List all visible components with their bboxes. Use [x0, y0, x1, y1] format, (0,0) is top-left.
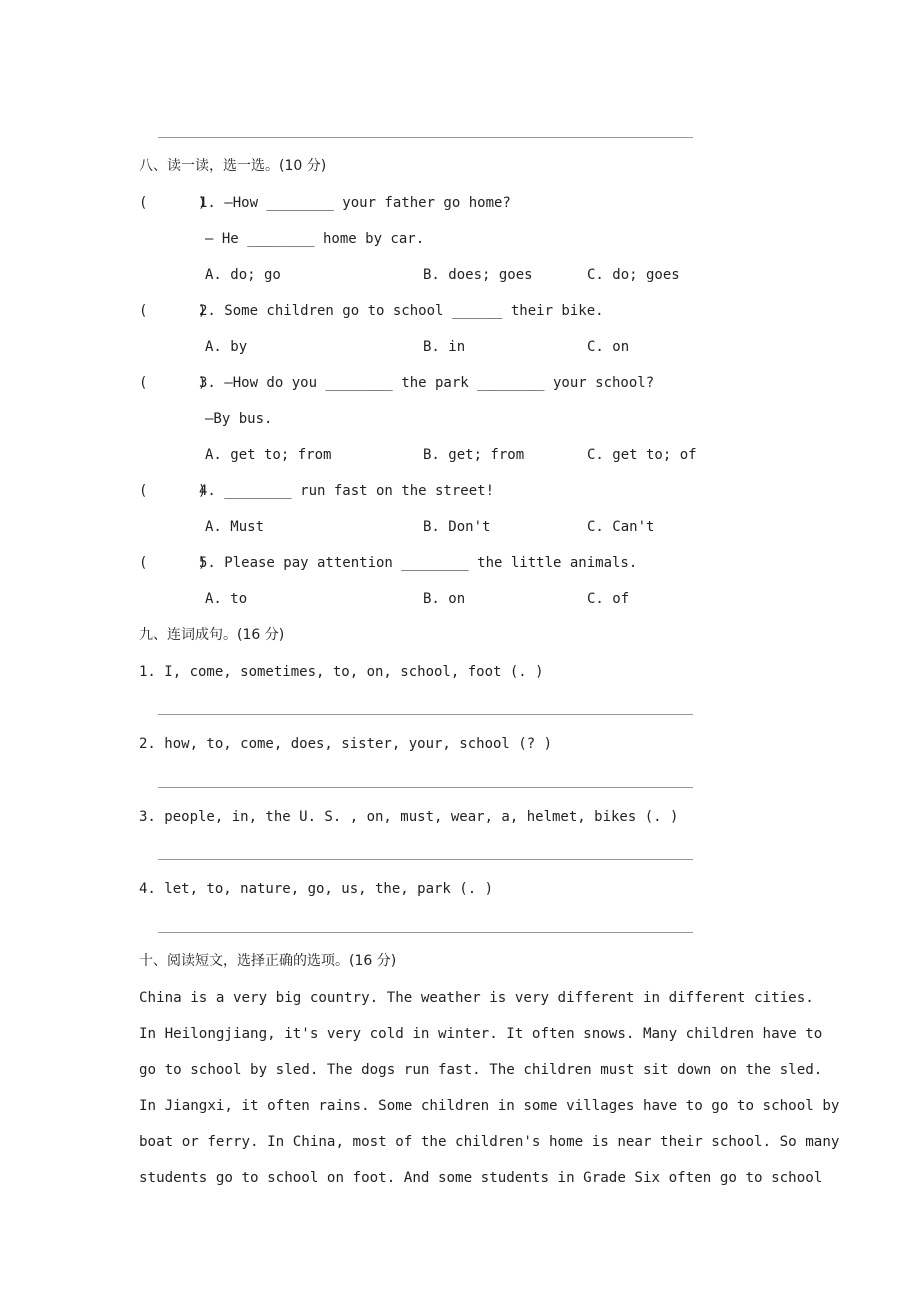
q4-option-b[interactable]: B. Don't — [423, 519, 491, 535]
q1-option-a[interactable]: A. do; go — [205, 267, 281, 283]
q2-stem: 2. Some children go to school ______ their bike. — [199, 303, 604, 319]
q5-option-b[interactable]: B. on — [423, 591, 466, 607]
q3-paren[interactable]: ( ) — [139, 375, 207, 391]
q1-sub: — He ________ home by car. — [205, 231, 425, 247]
reorder-item-3: 3. people, in, the U. S. , on, must, wear, a, helmet, bikes (. ) — [139, 809, 679, 825]
q5-paren[interactable]: ( ) — [139, 555, 207, 571]
q1-option-c[interactable]: C. do; goes — [587, 267, 680, 283]
section-8-title: 八、读一读，选一选。(10 分) — [139, 158, 327, 174]
passage-line: In Heilongjiang, it's very cold in winter. It often snows. Many children have to — [139, 1026, 823, 1042]
reorder-item-4: 4. let, to, nature, go, us, the, park (. ) — [139, 881, 494, 897]
section-10-title: 十、阅读短文，选择正确的选项。(16 分) — [139, 953, 397, 969]
answer-line-2[interactable] — [158, 787, 693, 788]
q5-stem: 5. Please pay attention ________ the little animals. — [199, 555, 638, 571]
passage-line: boat or ferry. In China, most of the children's home is near their school. So many — [139, 1134, 840, 1150]
q4-option-a[interactable]: A. Must — [205, 519, 265, 535]
passage-line: go to school by sled. The dogs run fast. The children must sit down on the sled. — [139, 1062, 823, 1078]
reorder-item-2: 2. how, to, come, does, sister, your, school (? ) — [139, 736, 553, 752]
q2-paren[interactable]: ( ) — [139, 303, 207, 319]
answer-line-1[interactable] — [158, 714, 693, 715]
q4-paren[interactable]: ( ) — [139, 483, 207, 499]
q2-option-b[interactable]: B. in — [423, 339, 466, 355]
q4-option-c[interactable]: C. Can't — [587, 519, 655, 535]
q1-stem: 1. —How ________ your father go home? — [199, 195, 511, 211]
answer-line-top — [158, 137, 693, 138]
q3-option-b[interactable]: B. get; from — [423, 447, 525, 463]
q3-option-c[interactable]: C. get to; of — [587, 447, 697, 463]
passage-line: In Jiangxi, it often rains. Some children in some villages have to go to school by — [139, 1098, 840, 1114]
q4-stem: 4. ________ run fast on the street! — [199, 483, 495, 499]
q5-option-a[interactable]: A. to — [205, 591, 248, 607]
section-9-title: 九、连词成句。(16 分) — [139, 627, 285, 643]
passage-line: China is a very big country. The weather is very different in different cities. — [139, 990, 814, 1006]
q2-option-a[interactable]: A. by — [205, 339, 248, 355]
reorder-item-1: 1. I, come, sometimes, to, on, school, foot (. ) — [139, 664, 544, 680]
q1-option-b[interactable]: B. does; goes — [423, 267, 533, 283]
q3-sub: —By bus. — [205, 411, 273, 427]
reading-passage — [139, 980, 840, 1196]
answer-line-3[interactable] — [158, 859, 693, 860]
q1-paren[interactable]: ( ) — [139, 195, 207, 211]
q3-option-a[interactable]: A. get to; from — [205, 447, 332, 463]
q5-option-c[interactable]: C. of — [587, 591, 630, 607]
passage-line: students go to school on foot. And some students in Grade Six often go to school — [139, 1170, 823, 1186]
answer-line-4[interactable] — [158, 932, 693, 933]
q2-option-c[interactable]: C. on — [587, 339, 630, 355]
q3-stem: 3. —How do you ________ the park ________ your school? — [199, 375, 655, 391]
